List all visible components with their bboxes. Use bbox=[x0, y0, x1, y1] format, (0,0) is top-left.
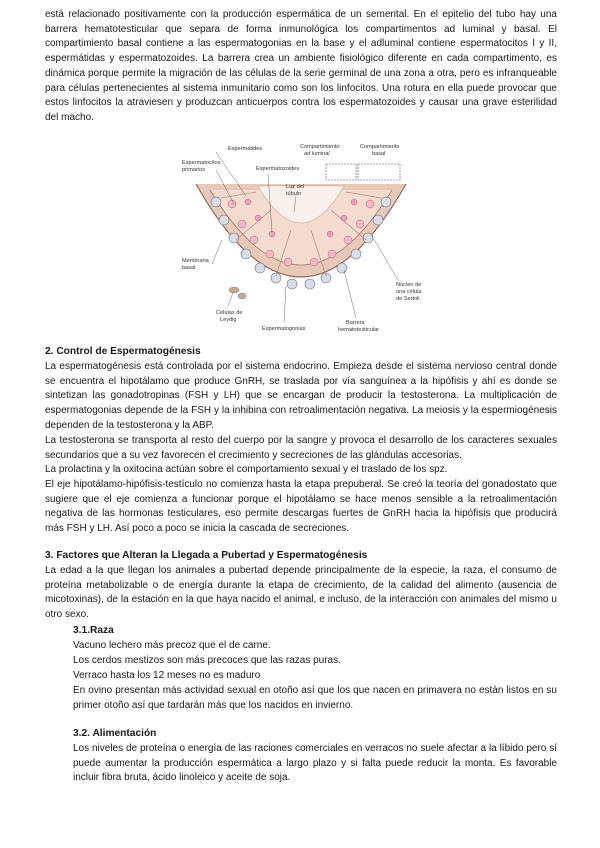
label-espermatidas: Espermátides bbox=[228, 146, 263, 152]
section-2-paragraph-4: El eje hipotálamo-hipófisis-testículo no comienza hasta la etapa prepuberal. Se creó la teoría del gonadostato que sugiere que el eje comienza a funcionar porque el hipotálamo se hace menos sensible a la retroalimentación negativa de las hormonas testiculares, eso permite descargas fuertes de GnRH hacia la hipófisis que producirá más FSH y LH. Así poco a poco se inicia la cascada de secreciones. bbox=[45, 479, 557, 535]
label-comp-ad-2: ad luminal bbox=[304, 151, 330, 157]
section-3-paragraph-1: La edad a la que llegan los animales a pubertad depende principalmente de la especie, la raza, el consumo de proteína metabolizable o de energía durante la etapa de crecimiento, de la calidad del alimento (ausencia de micotoxinas), de la estación en la que haya nacido el animal, e incluso, de la interacción con animales del mismo u otro sexo. bbox=[45, 565, 557, 621]
section-2-heading: 2. Control de Espermatogénesis bbox=[45, 346, 201, 357]
compartment-basal-box bbox=[358, 164, 400, 180]
label-nucleo-2: una célula bbox=[396, 289, 422, 295]
label-membrana-2: basal bbox=[182, 265, 196, 271]
label-espermatocitos-1: Espermatocitos bbox=[182, 160, 221, 166]
section-3-1-heading: 3.1.Raza bbox=[73, 625, 114, 636]
label-membrana-1: Membrana bbox=[182, 258, 209, 264]
section-2-paragraph-2: La testosterona se transporta al resto del cuerpo por la sangre y provoca el desarrollo de los caracteres sexuales secundarios que a su vez favorecen el crecimiento y secreciones de las glándulas accesorias. bbox=[45, 435, 557, 461]
intro-paragraph: está relacionado positivamente con la producción espermática de un semental. En el epitelio del tubo hay una barrera hematotesticular que separa de forma inmunológica los compartimentos ad luminal y basal. El compartimiento basal contiene a las espermatogonias en la base y el adluminal contiene espermatocitos I y II, espermátidas y espermatozoides. La barrera crea un ambiente fisiológico diferente en cada compartimento, es dinámica porque permite la migración de las células de la serie germinal de una zona a otra, pero es infranqueable para células pertenecientes al sistema inmunitario como son los linfocitos. Una rotura en ella puede provocar que estos linfocitos la atraviesen y produzcan anticuerpos contra los espermatozoides y causar una grave esterilidad del macho. bbox=[45, 9, 557, 123]
raza-line-3: Verraco hasta los 12 meses no es maduro bbox=[73, 670, 261, 681]
label-comp-ad-1: Compartimiento bbox=[300, 144, 340, 150]
label-leydig-2: Leydig bbox=[220, 317, 237, 323]
raza-line-2: Los cerdos mestizos son más precoces que las razas puras. bbox=[73, 655, 341, 666]
label-barrera-1: Barrera bbox=[346, 320, 365, 326]
label-comp-basal-1: Compartimiento bbox=[360, 144, 400, 150]
raza-line-1: Vacuno lechero más precoz que el de carne. bbox=[73, 640, 271, 651]
label-barrera-2: hematotesticular bbox=[338, 327, 380, 333]
label-nucleo-3: de Sertoli bbox=[396, 296, 420, 302]
section-3-2-heading: 3.2. Alimentación bbox=[73, 728, 157, 739]
seminiferous-tubule-figure bbox=[176, 140, 426, 340]
alimentacion-paragraph: Los niveles de proteína o energía de las raciones comerciales en verracos no suele afectar a la líbido pero sí puede aumentar la producción espermática a largo plazo y si falta puede reducir la monta. Es favorable incluir fibra bruta, ácido linoleico y aceite de soja. bbox=[73, 743, 557, 784]
label-luz-2: túbulo bbox=[286, 191, 302, 197]
section-2-paragraph-1: La espermatogénesis está controlada por el sistema endocrino. Empieza desde el sistema nervioso central donde se encuentra el hipotálamo que produce GnRH, se traslada por vía sanguínea a la hipófisis y ahí es donde se sintetizan las gonadotropinas (FSH y LH) que se encargan de producir la testosterona. La multiplicación de espermatogonias depende de la FSH y la inhibina con retroalimentación negativa. La meiosis y la espermiogénesis dependen de la testosterona y la ABP. bbox=[45, 361, 557, 431]
section-3-heading: 3. Factores que Alteran la Llegada a Pubertad y Espermatogénesis bbox=[45, 550, 368, 561]
label-espermatogonias: Espermatogonias bbox=[262, 326, 306, 332]
label-comp-basal-2: basal bbox=[372, 151, 386, 157]
label-nucleo-1: Núcleo de bbox=[396, 282, 422, 288]
label-espermatozoides: Espermatozoides bbox=[256, 166, 300, 172]
compartment-ad-box bbox=[326, 164, 356, 180]
label-espermatocitos-2: primarios bbox=[182, 167, 206, 173]
section-2-paragraph-3: La prolactina y la oxitocina actúan sobre el comportamiento sexual y el traslado de los spz. bbox=[45, 464, 448, 475]
raza-line-4: En ovino presentan más actividad sexual en otoño así que los que nacen en primavera no están listos en su primer otoño así que tardarán más que los nacidos en invierno. bbox=[73, 685, 557, 711]
label-leydig-1: Células de bbox=[216, 310, 243, 316]
leydig-cells bbox=[229, 287, 246, 299]
label-luz-1: Luz del bbox=[286, 184, 305, 190]
